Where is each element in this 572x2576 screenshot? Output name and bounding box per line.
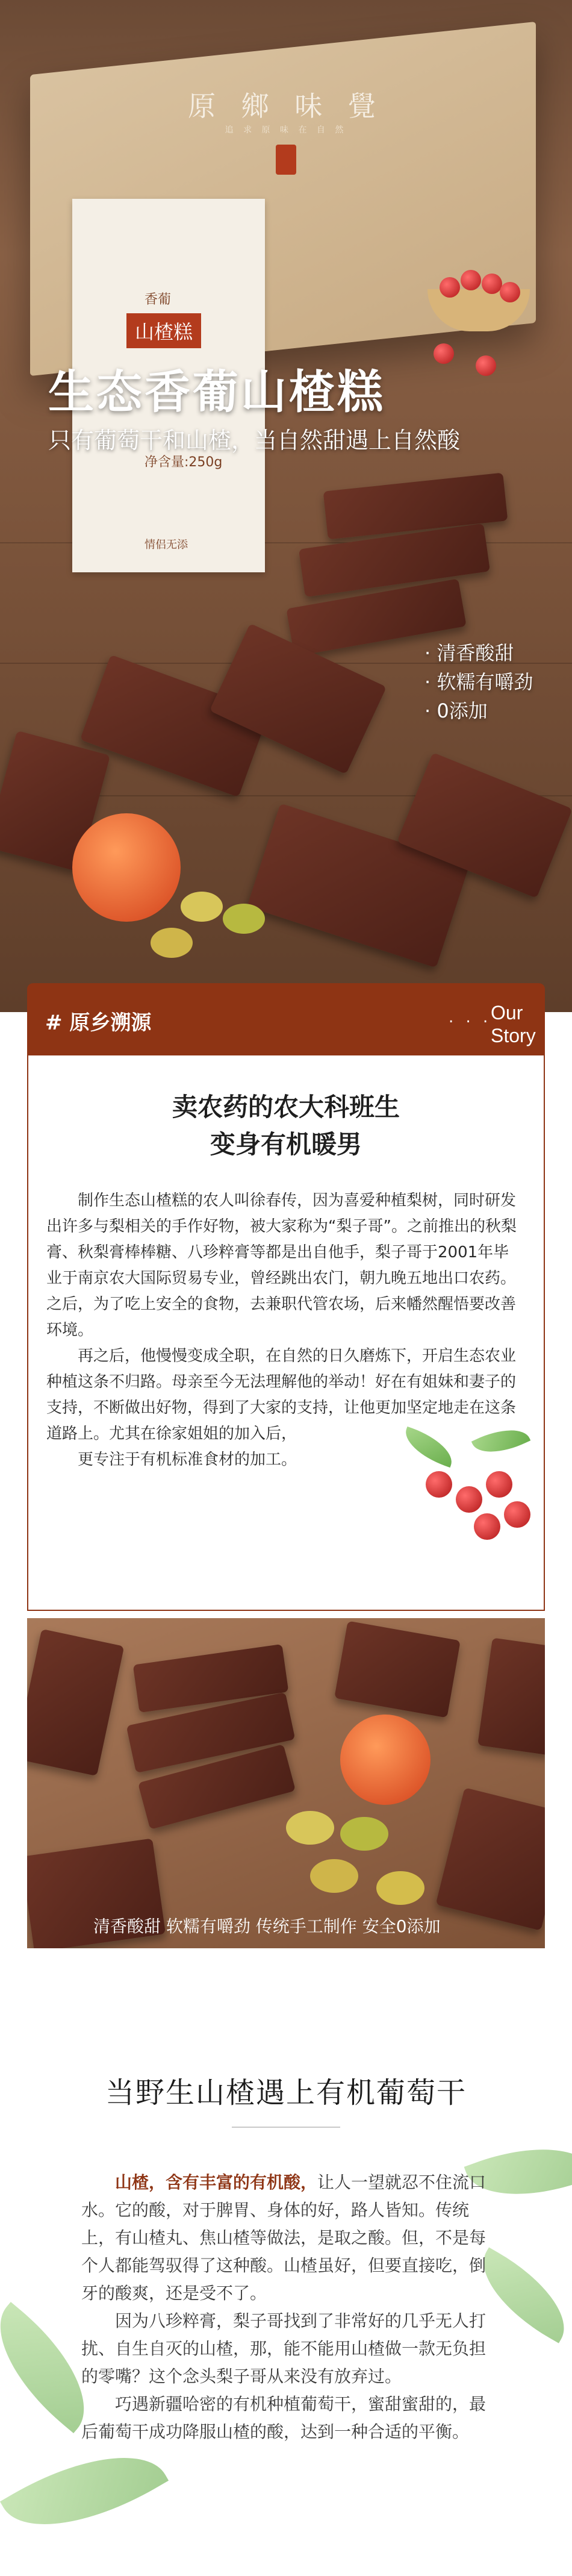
story-tag: # 原乡溯源	[45, 1011, 152, 1035]
section-paragraph	[81, 2390, 491, 2446]
paragraph-text: 因为八珍粹膏，梨子哥找到了非常好的几乎无人打扰、自生自灭的山楂，那，能不能用山楂做一款无负担的零嘴？这个念头梨子哥从来没有放弃过。	[81, 2311, 487, 2386]
paragraph-text: 巧遇新疆哈密的有机种植葡萄干，蜜甜蜜甜的，最后葡萄干成功降服山楂的酸，达到一种合适的平衡。	[81, 2394, 487, 2442]
section-paragraph	[81, 2169, 491, 2307]
story-title-line: 变身有机暖男	[210, 1130, 362, 1159]
hawthorn-berry	[482, 274, 502, 294]
hawthorn-berry	[476, 355, 496, 376]
story-title	[28, 1089, 544, 1163]
story-paragraph: 制作生态山楂糕的农人叫徐春传，因为喜爱种植梨树，同时研发出许多与梨相关的手作好物，被大家称为“梨子哥”。之前推出的秋梨膏、秋梨膏棒棒糖、八珍粹膏等都是出自他手，梨子哥于2001年毕业于南京农大国际贸易专业，曾经跳出农门，朝九晚五地出口农药。之后，为了吃上安全的食物，去兼职代管农场，后来幡然醒悟要改善环境。	[46, 1192, 517, 1339]
leaf	[399, 1427, 458, 1468]
hawthorn-berry	[474, 1513, 500, 1540]
page-title: 生态香葡山楂糕	[48, 365, 385, 419]
raisin	[223, 904, 265, 934]
hero-banner	[0, 0, 572, 1012]
label-fragment: 情侣无添	[145, 539, 188, 551]
hawthorn-berry	[426, 1471, 452, 1498]
dried-apricot	[340, 1715, 431, 1805]
story-paragraph: 再之后，他慢慢变成全职，在自然的日久磨炼下，开启生态农业种植这条不归路。母亲至今无法理解他的举动！好在有姐妹和妻子的支持，不断做出好物，得到了大家的支持，让他更加坚定地走在这条道路上。尤其在徐家姐姐的加入后，	[46, 1347, 517, 1443]
story-title-line: 卖农药的农大科班生	[172, 1092, 400, 1122]
section-text	[81, 2169, 491, 2446]
label-fragment: 香葡	[145, 292, 172, 307]
story-en-line: Our	[491, 1002, 523, 1024]
story-dots: . . .	[449, 1008, 492, 1027]
label-net-weight: 净含量:250g	[145, 455, 223, 470]
hawthorn-cake	[477, 1638, 545, 1755]
feature-item: · 0添加	[424, 699, 488, 722]
raisin	[340, 1817, 388, 1851]
label-product-name: 山楂糕	[126, 313, 201, 348]
hawthorn-berry	[486, 1471, 512, 1498]
hawthorn-berry	[456, 1486, 482, 1513]
hawthorn-cake	[27, 1629, 124, 1776]
hawthorn-berry	[440, 277, 460, 298]
hawthorn-berry	[500, 282, 520, 302]
hawthorn-cake	[334, 1621, 461, 1718]
story-card	[27, 1055, 545, 1611]
feature-item: · 清香酸甜	[424, 642, 514, 664]
dried-apricot	[72, 813, 181, 922]
page-subtitle: 只有葡萄干和山楂，当自然甜遇上自然酸	[48, 427, 461, 454]
hawthorn-basket-icon	[427, 265, 530, 337]
raisin	[376, 1871, 424, 1905]
brand-slogan: 追 求 原 味 在 自 然	[225, 125, 347, 135]
highlight-text: 山楂，含有丰富的有机酸，	[115, 2172, 318, 2192]
product-photo	[27, 1618, 545, 1948]
story-en-title	[491, 1001, 536, 1047]
hawthorn-berry	[461, 270, 481, 290]
raisin	[286, 1811, 334, 1845]
raisin	[151, 928, 193, 958]
paragraph-text: 让人一望就忍不住流口水。它的酸，对于脾胃、身体的好，路人皆知。传统上，有山楂丸、焦山楂等做法，是取之酸。但，不是每个人都能驾驭得了这种酸。山楂虽好，但要直接吃，倒牙的酸爽，还是受不了。	[81, 2172, 487, 2303]
story-en-line: Story	[491, 1025, 536, 1046]
photo-caption: 清香酸甜 软糯有嚼劲 传统手工制作 安全0添加	[93, 1916, 441, 1936]
section-paragraph	[81, 2307, 491, 2390]
brand-seal-icon	[276, 145, 296, 175]
feature-list	[424, 639, 533, 725]
hawthorn-cake	[435, 1787, 545, 1931]
raisin	[181, 892, 223, 922]
section-divider	[232, 2127, 340, 2128]
raisin	[310, 1859, 358, 1893]
hawthorn-berry	[434, 343, 454, 364]
story-paragraph: 更专注于有机标准食材的加工。	[46, 1451, 297, 1469]
feature-item: · 软糯有嚼劲	[424, 671, 533, 693]
section-title: 当野生山楂遇上有机葡萄干	[105, 2076, 467, 2110]
hawthorn-berry	[504, 1501, 530, 1528]
story-header	[27, 983, 545, 1055]
brand-logo-text: 原 鄉 味 覺	[188, 90, 384, 122]
hawthorn-branch-icon	[402, 1429, 540, 1562]
